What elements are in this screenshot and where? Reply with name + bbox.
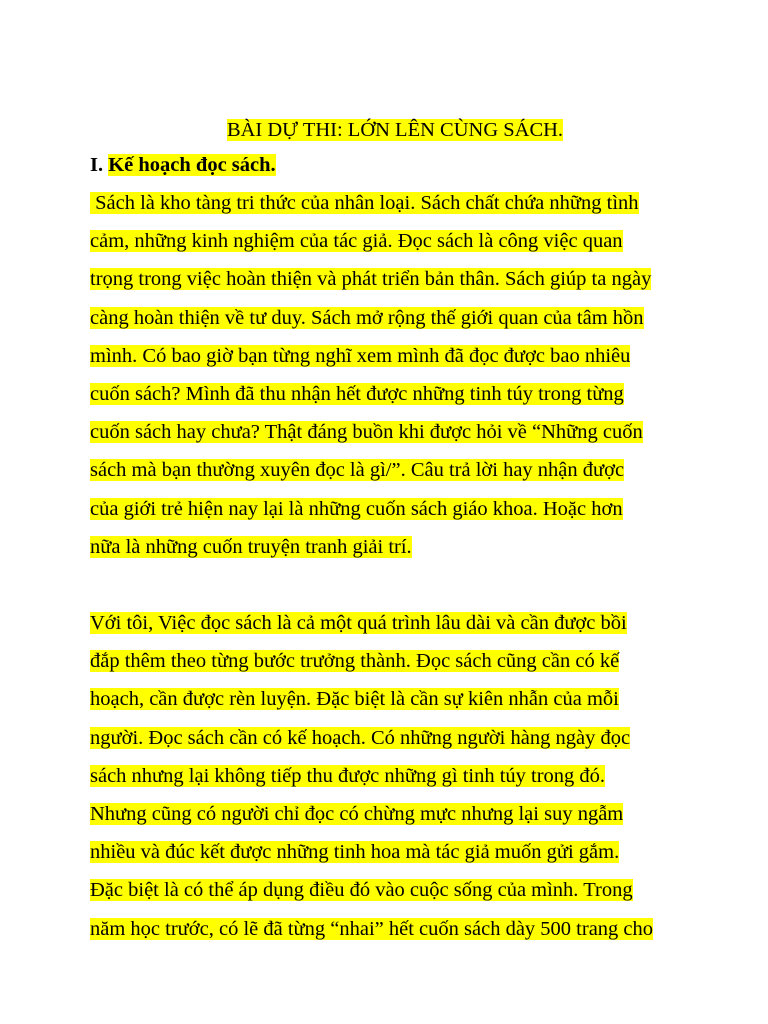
paragraph-line: Với tôi, Việc đọc sách là cả một quá trình lâu dài và cần được bồi bbox=[90, 612, 627, 635]
paragraph-line: sách nhưng lại không tiếp thu được những gì tinh túy trong đó. bbox=[90, 764, 606, 787]
document-body bbox=[90, 114, 695, 948]
paragraph-line: cuốn sách hay chưa? Thật đáng buồn khi được hỏi về “Những cuốn bbox=[90, 421, 643, 444]
paragraph-line: của giới trẻ hiện nay lại là những cuốn sách giáo khoa. Hoặc hơn bbox=[90, 497, 623, 520]
section-heading bbox=[90, 146, 695, 184]
paragraph-line: Nhưng cũng có người chỉ đọc có chừng mực nhưng lại suy ngẫm bbox=[90, 803, 624, 826]
paragraph-line: nữa là những cuốn truyện tranh giải trí. bbox=[90, 535, 412, 558]
paragraph-line: sách mà bạn thường xuyên đọc là gì/”. Câu trả lời hay nhận được bbox=[90, 459, 625, 482]
section-heading-text: Kế hoạch đọc sách. bbox=[108, 154, 276, 176]
paragraph-spacer bbox=[90, 566, 695, 604]
paragraph-line: càng hoàn thiện về tư duy. Sách mở rộng thế giới quan của tâm hồn bbox=[90, 306, 644, 329]
paragraph-1 bbox=[90, 184, 695, 566]
paragraph-line: Sách là kho tàng tri thức của nhân loại. Sách chất chứa những tình bbox=[90, 192, 639, 214]
paragraph-line: nhiều và đúc kết được những tinh hoa mà tác giả muốn gửi gắm. bbox=[90, 841, 620, 864]
paragraph-line: cảm, những kinh nghiệm của tác giả. Đọc sách là công việc quan bbox=[90, 230, 623, 253]
document-title bbox=[90, 114, 695, 146]
section-number: I. bbox=[90, 154, 109, 176]
document-title-text: BÀI DỰ THI: LỚN LÊN CÙNG SÁCH. bbox=[226, 119, 564, 141]
paragraph-line: hoạch, cần được rèn luyện. Đặc biệt là cần sự kiên nhẫn của mỗi bbox=[90, 688, 619, 711]
paragraph-line: người. Đọc sách cần có kế hoạch. Có những người hàng ngày đọc bbox=[90, 726, 631, 749]
paragraph-2 bbox=[90, 604, 695, 948]
paragraph-line: Đặc biệt là có thể áp dụng điều đó vào cuộc sống của mình. Trong bbox=[90, 879, 633, 902]
paragraph-line: mình. Có bao giờ bạn từng nghĩ xem mình đã đọc được bao nhiêu bbox=[90, 344, 631, 367]
paragraph-line: đắp thêm theo từng bước trưởng thành. Đọc sách cũng cần có kế bbox=[90, 650, 620, 673]
paragraph-line: năm học trước, có lẽ đã từng “nhai” hết cuốn sách dày 500 trang cho bbox=[90, 917, 654, 940]
paragraph-line: cuốn sách? Mình đã thu nhận hết được những tinh túy trong từng bbox=[90, 383, 624, 406]
paragraph-line: trọng trong việc hoàn thiện và phát triển bản thân. Sách giúp ta ngày bbox=[90, 268, 652, 291]
